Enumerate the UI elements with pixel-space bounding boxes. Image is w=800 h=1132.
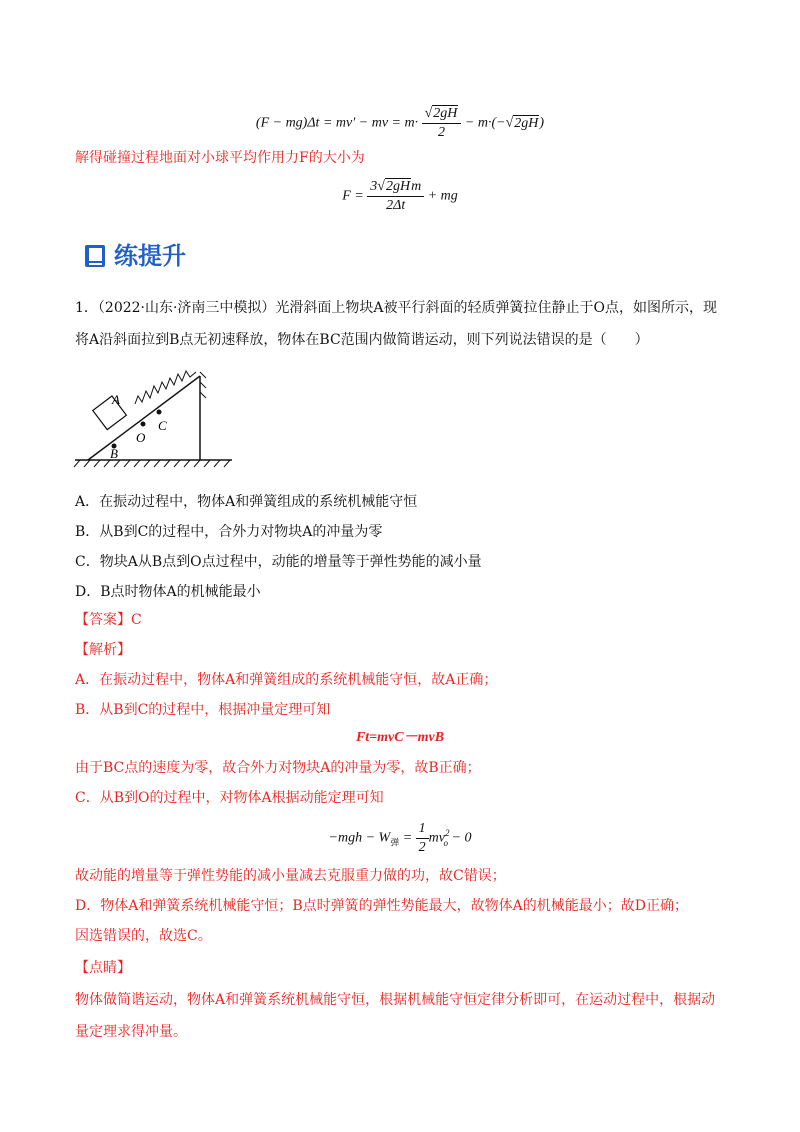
impulse-formula: Ft=mvC－mvB bbox=[355, 730, 445, 745]
point-label-o: O bbox=[136, 430, 146, 445]
point-label-c: C bbox=[158, 418, 167, 433]
book-icon bbox=[84, 244, 106, 268]
comment-line-1: 物体做简谐运动，物体A和弹簧系统机械能守恒，根据机械能守恒定律分析即可，在运动过程中，根据动 bbox=[75, 992, 716, 1008]
incline-spring-figure bbox=[70, 362, 240, 472]
analysis-c2: 故动能的增量等于弹性势能的减小量减去克服重力做的功，故C错误； bbox=[75, 868, 506, 884]
comment-label: 【点睛】 bbox=[75, 960, 131, 976]
option-c: C．物块A从B点到O点过程中，动能的增量等于弹性势能的减小量 bbox=[75, 554, 482, 570]
point-label-b: B bbox=[110, 446, 118, 461]
question-line-1: 1．（2022·山东·济南三中模拟）光滑斜面上物块A被平行斜面的轻质弹簧拉住静止于O点，如图所示，现 bbox=[75, 300, 718, 316]
analysis-conclusion: 因选错误的，故选C。 bbox=[75, 928, 212, 944]
fraction: $\frac{1}{2}$ bbox=[416, 820, 429, 857]
fraction: $\frac{\text{3√2gHm}}{2\Delta t}$ bbox=[367, 178, 424, 215]
option-d: D．B点时物体A的机械能最小 bbox=[75, 584, 261, 600]
force-equation: F = $\frac{\text{3√2gHm}}{2\Delta t}$ + mg bbox=[342, 179, 458, 213]
analysis-c: C．从B到O的过程中，对物体A根据动能定理可知 bbox=[75, 790, 384, 806]
option-b: B．从B到C的过程中，合外力对物块A的冲量为零 bbox=[75, 524, 383, 540]
question-line-2: 将A沿斜面拉到B点无初速释放，物体在BC范围内做简谐运动，则下列说法错误的是（ ） bbox=[75, 332, 649, 348]
answer: 【答案】C bbox=[75, 612, 142, 628]
analysis-d: D．物体A和弹簧系统机械能守恒；B点时弹簧的弹性势能最大，故物体A的机械能最小；故D正确； bbox=[75, 898, 688, 914]
section-title: 练提升 bbox=[114, 242, 186, 270]
option-a: A．在振动过程中，物体A和弹簧组成的系统机械能守恒 bbox=[75, 494, 418, 510]
analysis-b: B．从B到C的过程中，根据冲量定理可知 bbox=[75, 702, 331, 718]
analysis-b2: 由于BC点的速度为零，故合外力对物块A的冲量为零，故B正确； bbox=[75, 760, 481, 776]
comment-line-2: 量定理求得冲量。 bbox=[75, 1024, 187, 1040]
impulse-equation: (F − mg)Δt = mv′ − mv = m· $\frac{√2gH}{2}$ − m·(−√2gH) bbox=[255, 106, 545, 140]
analysis-a: A．在振动过程中，物体A和弹簧组成的系统机械能守恒，故A正确； bbox=[75, 672, 498, 688]
fraction: $\frac{√2gH}{2}$ bbox=[422, 105, 462, 142]
energy-equation: $-mgh - W_弹$ = $\frac{1}{2}$ $mv^2_o - 0$ bbox=[328, 821, 472, 855]
solve-text: 解得碰撞过程地面对小球平均作用力F的大小为 bbox=[75, 150, 365, 166]
analysis-label: 【解析】 bbox=[75, 642, 131, 658]
block-label-a: A bbox=[112, 392, 120, 407]
